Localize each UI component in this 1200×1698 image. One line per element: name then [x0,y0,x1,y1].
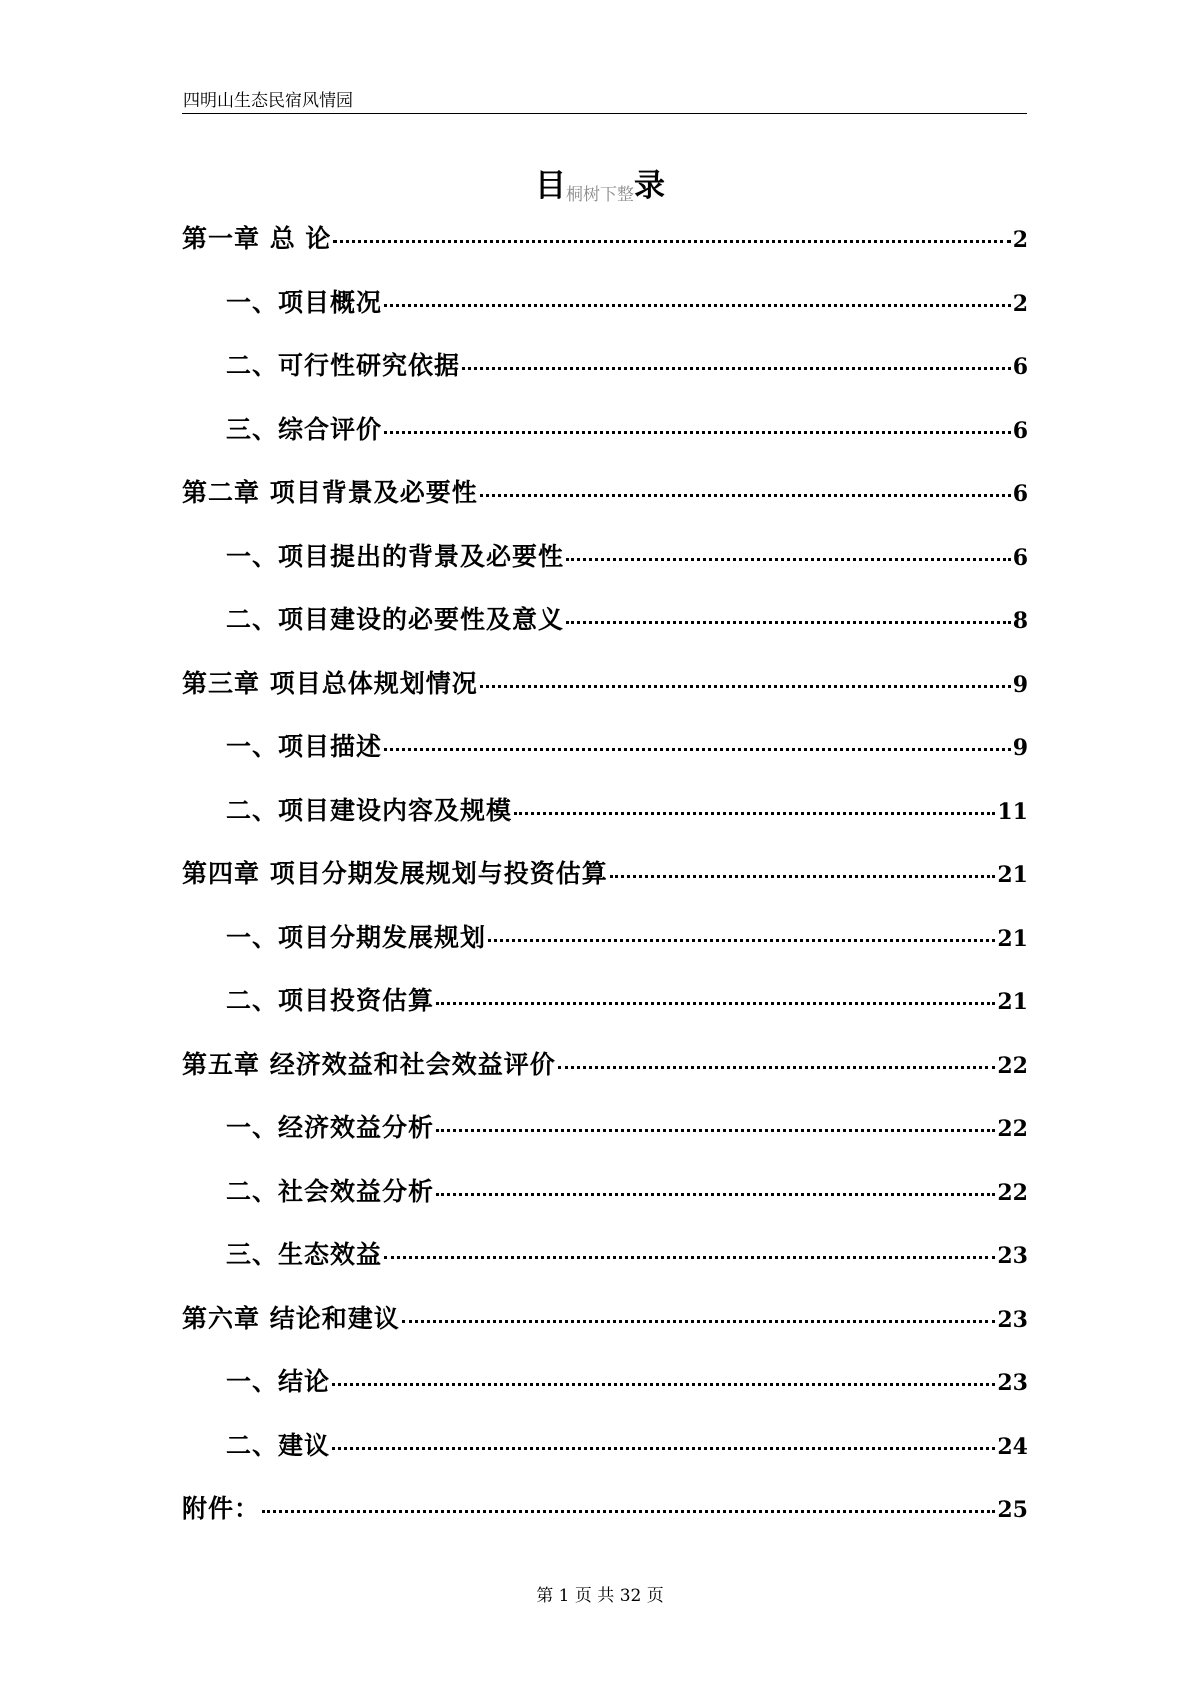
toc-dot-leader [436,1002,995,1005]
toc-entry[interactable] [182,981,1028,1045]
toc-dot-leader [384,1256,995,1259]
toc-entry[interactable] [182,410,1028,474]
toc-entry-label: 三、生态效益 [226,1240,383,1269]
toc-entry-page: 6 [1012,481,1028,507]
toc-entry-label: 附件： [182,1494,261,1523]
toc-entry-page: 6 [1012,544,1028,571]
toc-dot-leader [262,1510,995,1513]
toc-dot-leader [332,1383,995,1386]
toc-entry[interactable] [182,283,1028,347]
toc-entry-page: 2 [1012,290,1028,317]
toc-dot-leader [436,1129,995,1132]
toc-entry[interactable] [182,1108,1028,1172]
toc-entry-page: 23 [997,1306,1028,1333]
toc-entry-label: 一、结论 [226,1367,331,1396]
toc-dot-leader [610,875,996,878]
toc-entry-page: 24 [997,1433,1028,1460]
toc-entry[interactable] [182,727,1028,791]
toc-title [0,160,1200,205]
toc-entry-page: 21 [997,989,1028,1015]
toc-entry-label: 二、项目投资估算 [226,986,435,1015]
toc-entry-label: 二、社会效益分析 [226,1176,435,1206]
toc-entry[interactable] [182,664,1028,728]
toc-entry[interactable] [182,918,1028,982]
toc-entry-label: 一、项目提出的背景及必要性 [226,541,565,571]
toc-dot-leader [462,367,1011,370]
toc-entry-page: 6 [1012,417,1028,444]
toc-entry-label: 第四章 项目分期发展规划与投资估算 [182,859,608,888]
toc-entry[interactable] [182,791,1028,855]
toc-entry-label: 第三章 项目总体规划情况 [182,668,478,698]
toc-dot-leader [566,621,1011,624]
toc-entry[interactable] [182,600,1028,664]
toc-dot-leader [488,939,995,942]
toc-entry-page: 25 [997,1497,1028,1523]
toc-dot-leader [402,1320,996,1323]
toc-dot-leader [558,1066,996,1069]
toc-entry-label: 一、经济效益分析 [226,1113,435,1142]
toc-dot-leader [384,748,1011,751]
toc-entry-page: 9 [1012,735,1028,761]
toc-dot-leader [384,431,1011,434]
toc-entry-page: 21 [997,862,1028,888]
toc-entry-page: 2 [1012,227,1028,253]
toc-entry[interactable] [182,854,1028,918]
table-of-contents [182,219,1028,1553]
toc-entry-label: 二、可行性研究依据 [226,351,461,380]
toc-dot-leader [384,304,1011,307]
toc-entry-label: 第五章 经济效益和社会效益评价 [182,1049,556,1079]
toc-title-right: 录 [634,168,665,204]
toc-dot-leader [480,685,1011,688]
page-footer: 第 1 页 共 32 页 [536,1586,664,1606]
toc-entry-page: 23 [997,1370,1028,1396]
toc-entry-label: 第二章 项目背景及必要性 [182,478,478,507]
toc-entry[interactable] [182,1489,1028,1553]
toc-entry-label: 一、项目分期发展规划 [226,922,487,952]
toc-entry-page: 11 [997,798,1028,825]
toc-entry[interactable] [182,537,1028,601]
toc-entry-page: 8 [1012,608,1028,634]
toc-entry-page: 22 [997,1116,1028,1142]
toc-entry-page: 23 [997,1243,1028,1269]
toc-entry[interactable] [182,473,1028,537]
header-title: 四明山生态民宿风情园 [183,91,353,111]
toc-entry-page: 6 [1012,354,1028,380]
toc-entry[interactable] [182,346,1028,410]
watermark-text: 桐树下整 [566,185,634,205]
toc-dot-leader [480,494,1011,497]
toc-title-left: 目 [535,168,566,204]
toc-entry-label: 二、建议 [226,1430,331,1460]
toc-entry-label: 一、项目概况 [226,287,383,317]
toc-entry-label: 三、综合评价 [226,414,383,444]
toc-entry[interactable] [182,1235,1028,1299]
toc-entry-page: 21 [997,925,1028,952]
toc-entry-label: 二、项目建设内容及规模 [226,795,513,825]
toc-entry[interactable] [182,1299,1028,1363]
toc-entry-label: 一、项目描述 [226,732,383,761]
toc-dot-leader [436,1193,995,1196]
toc-entry-label: 二、项目建设的必要性及意义 [226,605,565,634]
toc-entry[interactable] [182,219,1028,283]
toc-entry[interactable] [182,1045,1028,1109]
toc-dot-leader [332,1447,995,1450]
toc-dot-leader [514,812,995,815]
toc-entry-page: 22 [997,1052,1028,1079]
toc-entry[interactable] [182,1362,1028,1426]
toc-entry[interactable] [182,1172,1028,1236]
toc-entry[interactable] [182,1426,1028,1490]
toc-entry-label: 第一章 总 论 [182,224,332,253]
toc-dot-leader [333,240,1010,243]
header-rule [182,113,1027,114]
toc-entry-page: 22 [997,1179,1028,1206]
toc-dot-leader [566,558,1011,561]
toc-entry-label: 第六章 结论和建议 [182,1303,400,1333]
toc-entry-page: 9 [1012,671,1028,698]
